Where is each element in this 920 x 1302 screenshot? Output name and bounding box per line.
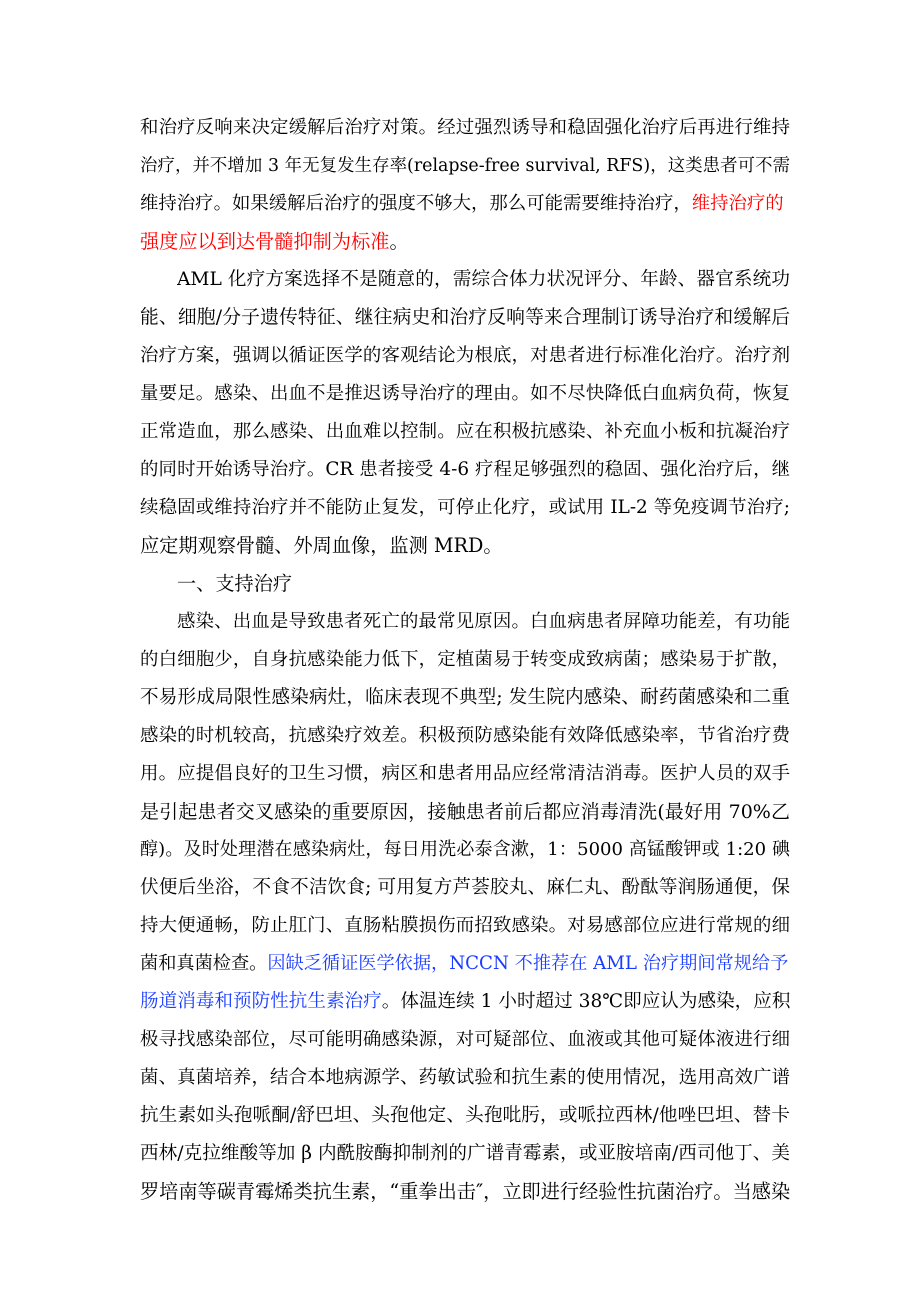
paragraph-3-line-10-text: 菌和真菌检查。 — [140, 953, 268, 974]
paragraph-2-line-3: 治疗方案，强调以循证医学的客观结论为根底，对患者进行标准化治疗。治疗剂 — [140, 345, 790, 366]
paragraph-3-line-9: 持大便通畅，防止肛门、直肠粘膜损伤而招致感染。对易感部位应进行常规的细 — [140, 915, 790, 936]
section-heading: 一、支持治疗 — [177, 572, 293, 595]
paragraph-3-line-4: 感染的时机较高，抗感染疗效差。积极预防感染能有效降低感染率，节省治疗费 — [140, 725, 790, 746]
paragraph-1-line-3 — [140, 185, 790, 223]
paragraph-3-line-7: 醇)。及时处理潜在感染病灶，每日用洗必泰含漱，1：5000 高锰酸钾或 1:20 碘 — [140, 839, 790, 860]
paragraph-3-line-15: 西林/克拉维酸等加 β 内酰胺酶抑制剂的广谱青霉素，或亚胺培南/西司他丁、美 — [140, 1143, 790, 1164]
paragraph-3-line-5: 用。应提倡良好的卫生习惯，病区和患者用品应经常清洁消毒。医护人员的双手 — [140, 763, 790, 784]
paragraph-2-line-6: 的同时开始诱导治疗。CR 患者接受 4-6 疗程足够强烈的稳固、强化治疗后，继 — [140, 459, 790, 480]
highlighted-blue-text-continued: 肠道消毒和预防性抗生素治疗 — [140, 991, 382, 1012]
paragraph-2-line-5: 正常造血，那么感染、出血难以控制。应在积极抗感染、补充血小板和抗凝治疗 — [140, 421, 790, 442]
paragraph-2-line-2: 能、细胞/分子遗传特征、继往病史和治疗反响等来合理制订诱导治疗和缓解后 — [140, 307, 790, 328]
paragraph-3-line-16: 罗培南等碳青霉烯类抗生素，“重拳出击″，立即进行经验性抗菌治疗。当感染 — [140, 1180, 790, 1203]
paragraph-1-line-1: 和治疗反响来决定缓解后治疗对策。经过强烈诱导和稳固强化治疗后再进行维持 — [140, 117, 790, 138]
paragraph-1-line-2: 治疗，并不增加 3 年无复发生存率(relapse-free survival, RFS)，这类患者可不需 — [140, 156, 790, 176]
paragraph-1-line-4-end: 。 — [389, 230, 409, 253]
paragraph-2-line-1: AML 化疗方案选择不是随意的，需综合体力状况评分、年龄、器官系统功 — [177, 269, 790, 290]
paragraph-3-line-2: 的白细胞少，自身抗感染能力低下，定植菌易于转变成致病菌；感染易于扩散， — [140, 649, 790, 670]
paragraph-3-line-6: 是引起患者交叉感染的重要原因，接触患者前后都应消毒清洗(最好用 70%乙 — [140, 801, 790, 823]
paragraph-3-line-14: 抗生素如头孢哌酮/舒巴坦、头孢他定、头孢吡肟，或哌拉西林/他唑巴坦、替卡 — [140, 1105, 790, 1126]
highlighted-red-text-continued: 强度应以到达骨髓抑制为标准 — [140, 230, 390, 253]
paragraph-3-line-1: 感染、出血是导致患者死亡的最常见原因。白血病患者屏障功能差，有功能 — [177, 611, 790, 632]
highlighted-red-text: 维持治疗的 — [691, 193, 784, 214]
paragraph-3-line-11-text: 。体温连续 1 小时超过 38℃即应认为感染，应积 — [381, 991, 790, 1012]
paragraph-3-line-8: 伏便后坐浴，不食不洁饮食; 可用复方芦荟胶丸、麻仁丸、酚酞等润肠通便，保 — [140, 877, 790, 898]
paragraph-3-line-11 — [140, 983, 790, 1021]
paragraph-2-line-7: 续稳固或维持治疗并不能防止复发，可停止化疗，或试用 IL-2 等免疫调节治疗; — [140, 497, 790, 518]
paragraph-3-line-13: 菌、真菌培养，结合本地病源学、药敏试验和抗生素的使用情况，选用高效广谱 — [140, 1067, 790, 1088]
paragraph-1-line-4 — [140, 223, 790, 261]
paragraph-1-line-3-text: 维持治疗。如果缓解后治疗的强度不够大，那么可能需要维持治疗， — [140, 193, 692, 214]
paragraph-3-line-3: 不易形成局限性感染病灶，临床表现不典型; 发生院内感染、耐药菌感染和二重 — [140, 687, 790, 708]
paragraph-2-line-8: 应定期观察骨髓、外周血像，监测 MRD。 — [140, 534, 503, 557]
highlighted-blue-text: 因缺乏循证医学依据，NCCN 不推荐在 AML 治疗期间常规给予 — [267, 953, 789, 974]
paragraph-3-line-10 — [140, 945, 790, 983]
paragraph-3-line-12: 极寻找感染部位，尽可能明确感染源，对可疑部位、血液或其他可疑体液进行细 — [140, 1029, 790, 1050]
paragraph-2-line-4: 量要足。感染、出血不是推迟诱导治疗的理由。如不尽快降低白血病负荷，恢复 — [140, 383, 790, 404]
